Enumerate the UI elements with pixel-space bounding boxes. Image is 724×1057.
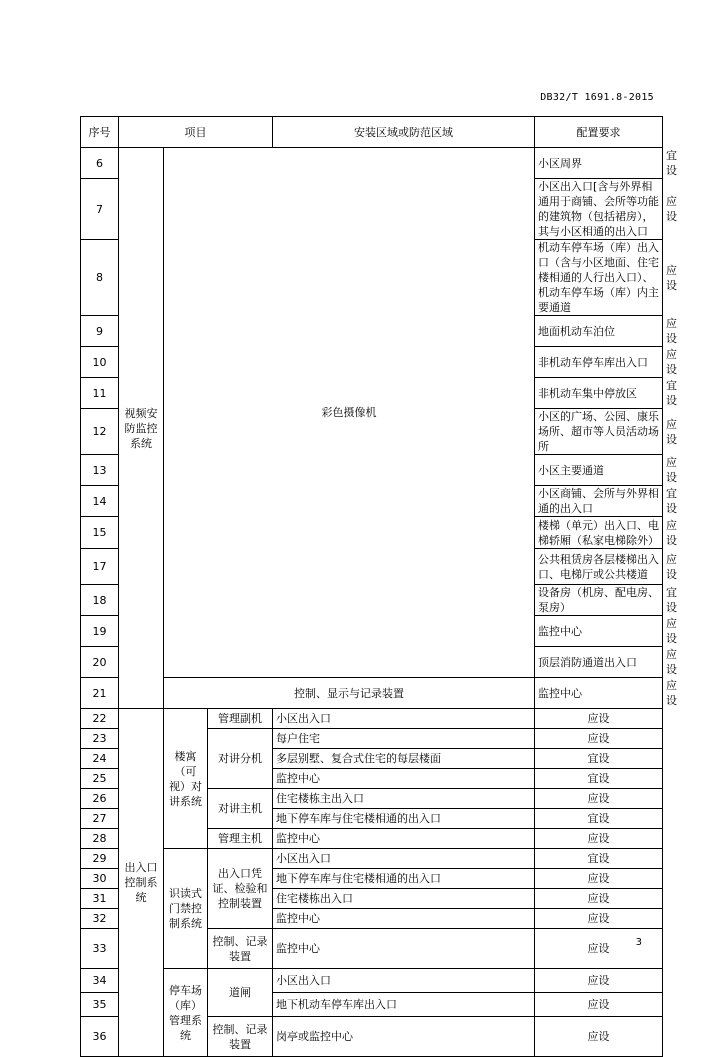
table-row: 8 机动车停车场（库）出入口（含与小区地面、住宅楼相通的人行出入口）、机动车停车场（库）内主要通道 应设 xyxy=(81,240,663,316)
table-row: 6 视频安防监控系统 彩色摄像机 小区周界 宜设 xyxy=(81,148,663,179)
row-seq: 23 xyxy=(81,729,119,749)
table-row: 20 顶层消防通道出入口 应设 xyxy=(81,647,663,678)
row-area: 公共租赁房各层楼梯出入口、电梯厅或公共楼道 xyxy=(535,549,663,585)
row-seq: 26 xyxy=(81,789,119,809)
table-row: 18 设备房（机房、配电房、泵房） 宜设 xyxy=(81,585,663,616)
cell-mgmt-sub: 管理副机 xyxy=(208,709,273,729)
row-area: 监控中心 xyxy=(535,678,663,709)
table-row: 10 非机动车停车库出入口 应设 xyxy=(81,347,663,378)
row-requirement: 应设 xyxy=(535,869,663,889)
group-intercom: 楼寓（可视）对讲系统 xyxy=(164,709,208,849)
row-seq: 36 xyxy=(81,1017,119,1057)
row-area: 每户住宅 xyxy=(273,729,535,749)
row-seq: 19 xyxy=(81,616,119,647)
table-row: 19 监控中心 应设 xyxy=(81,616,663,647)
table-row: 13 小区主要通道 应设 xyxy=(81,455,663,486)
row-area: 机动车停车场（库）出入口（含与小区地面、住宅楼相通的人行出入口）、机动车停车场（库）内主要通道 xyxy=(535,240,663,316)
row-seq: 9 xyxy=(81,316,119,347)
row-seq: 12 xyxy=(81,409,119,455)
group-parking: 停车场（库）管理系统 xyxy=(164,969,208,1057)
header-seq: 序号 xyxy=(81,117,119,148)
group-entry-control: 出入口控制系统 xyxy=(119,709,164,1057)
table-header-row xyxy=(81,117,663,148)
row-seq: 22 xyxy=(81,709,119,729)
row-seq: 27 xyxy=(81,809,119,829)
row-area: 小区周界 xyxy=(535,148,663,179)
row-requirement: 应设 xyxy=(535,729,663,749)
row-area: 地面机动车泊位 xyxy=(535,316,663,347)
row-seq: 17 xyxy=(81,549,119,585)
document-code: DB32/T 1691.8-2015 xyxy=(540,92,654,103)
header-req: 配置要求 xyxy=(535,117,663,148)
row-area: 非机动车集中停放区 xyxy=(535,378,663,409)
row-area: 地下停车库与住宅楼相通的出入口 xyxy=(273,809,535,829)
table-row xyxy=(81,709,663,729)
row-seq: 11 xyxy=(81,378,119,409)
cell-credential-devices: 出入口凭证、检验和控制装置 xyxy=(208,849,273,929)
cell-parking-ctrl: 控制、记录装置 xyxy=(208,1017,273,1057)
cell-access-ctrl: 控制、记录装置 xyxy=(208,929,273,969)
row-seq: 33 xyxy=(81,929,119,969)
row-seq: 31 xyxy=(81,889,119,909)
cell-barrier-gate: 道闸 xyxy=(208,969,273,1017)
row-area: 设备房（机房、配电房、泵房） xyxy=(535,585,663,616)
row-area: 监控中心 xyxy=(273,929,535,969)
row-seq: 32 xyxy=(81,909,119,929)
row-seq: 20 xyxy=(81,647,119,678)
row-requirement: 应设 xyxy=(535,889,663,909)
header-area: 安装区域或防范区域 xyxy=(273,117,535,148)
row-seq: 15 xyxy=(81,517,119,549)
row-seq: 10 xyxy=(81,347,119,378)
table-row: 12 小区的广场、公园、康乐场所、超市等人员活动场所 应设 xyxy=(81,409,663,455)
row-area: 监控中心 xyxy=(273,769,535,789)
table-row xyxy=(81,969,663,993)
row-seq: 24 xyxy=(81,749,119,769)
row-seq: 21 xyxy=(81,678,119,709)
table-row: 9 地面机动车泊位 应设 xyxy=(81,316,663,347)
row-area: 监控中心 xyxy=(273,829,535,849)
row-area: 小区出入口[含与外界相通用于商铺、会所等功能的建筑物（包括裙房），其与小区相通的出入口 xyxy=(535,179,663,240)
row-seq: 7 xyxy=(81,179,119,240)
group-color-camera: 彩色摄像机 xyxy=(164,148,535,678)
row-requirement: 应设 xyxy=(535,929,663,969)
row-requirement: 宜设 xyxy=(535,749,663,769)
row-seq: 13 xyxy=(81,455,119,486)
group-access-control: 识读式门禁控制系统 xyxy=(164,849,208,969)
table-row: 7 小区出入口[含与外界相通用于商铺、会所等功能的建筑物（包括裙房），其与小区相通的出入口 应设 xyxy=(81,179,663,240)
row-requirement: 应设 xyxy=(535,909,663,929)
row-area: 小区主要通道 xyxy=(535,455,663,486)
row-area: 小区出入口 xyxy=(273,849,535,869)
row-seq: 35 xyxy=(81,993,119,1017)
page-number: 3 xyxy=(635,937,642,948)
row-area: 楼梯（单元）出入口、电梯轿厢（私家电梯除外） xyxy=(535,517,663,549)
row-seq: 25 xyxy=(81,769,119,789)
row-requirement: 应设 xyxy=(535,1017,663,1057)
table-row xyxy=(81,849,663,869)
row-requirement: 应设 xyxy=(535,969,663,993)
group-video-surveillance: 视频安防监控系统 xyxy=(119,148,164,709)
row-seq: 34 xyxy=(81,969,119,993)
row-area: 监控中心 xyxy=(535,616,663,647)
row-area: 地下机动车停车库出入口 xyxy=(273,993,535,1017)
table-row: 17 公共租赁房各层楼梯出入口、电梯厅或公共楼道 应设 xyxy=(81,549,663,585)
row-seq: 14 xyxy=(81,486,119,517)
row-area: 小区的广场、公园、康乐场所、超市等人员活动场所 xyxy=(535,409,663,455)
table-row: 15 楼梯（单元）出入口、电梯轿厢（私家电梯除外） 应设 xyxy=(81,517,663,549)
row-area: 小区商铺、会所与外界相通的出入口 xyxy=(535,486,663,517)
row-seq: 8 xyxy=(81,240,119,316)
cell-intercom-main: 对讲主机 xyxy=(208,789,273,829)
row-area: 小区出入口 xyxy=(273,709,535,729)
security-config-table xyxy=(80,116,678,1057)
row-requirement: 应设 xyxy=(535,829,663,849)
row-area: 住宅楼栋主出入口 xyxy=(273,789,535,809)
row-requirement: 应设 xyxy=(535,789,663,809)
row-requirement: 应设 xyxy=(535,709,663,729)
row-area: 小区出入口 xyxy=(273,969,535,993)
table-row: 11 非机动车集中停放区 宜设 xyxy=(81,378,663,409)
row-area: 顶层消防通道出入口 xyxy=(535,647,663,678)
row-area: 多层别墅、复合式住宅的每层楼面 xyxy=(273,749,535,769)
row-area: 地下停车库与住宅楼相通的出入口 xyxy=(273,869,535,889)
row-seq: 6 xyxy=(81,148,119,179)
cell-mgmt-main: 管理主机 xyxy=(208,829,273,849)
group-video-control: 控制、显示与记录装置 xyxy=(164,678,535,709)
row-seq: 18 xyxy=(81,585,119,616)
table-row: 14 小区商铺、会所与外界相通的出入口 宜设 xyxy=(81,486,663,517)
row-area: 非机动车停车库出入口 xyxy=(535,347,663,378)
row-requirement: 宜设 xyxy=(535,769,663,789)
row-area: 岗亭或监控中心 xyxy=(273,1017,535,1057)
cell-intercom-ext: 对讲分机 xyxy=(208,729,273,789)
row-requirement: 宜设 xyxy=(535,849,663,869)
row-requirement: 应设 xyxy=(535,993,663,1017)
row-seq: 29 xyxy=(81,849,119,869)
row-seq: 28 xyxy=(81,829,119,849)
row-seq: 30 xyxy=(81,869,119,889)
header-item: 项目 xyxy=(119,117,273,148)
row-requirement: 宜设 xyxy=(535,809,663,829)
table-row: 21 控制、显示与记录装置 监控中心 应设 xyxy=(81,678,663,709)
row-area: 监控中心 xyxy=(273,909,535,929)
row-area: 住宅楼栋出入口 xyxy=(273,889,535,909)
